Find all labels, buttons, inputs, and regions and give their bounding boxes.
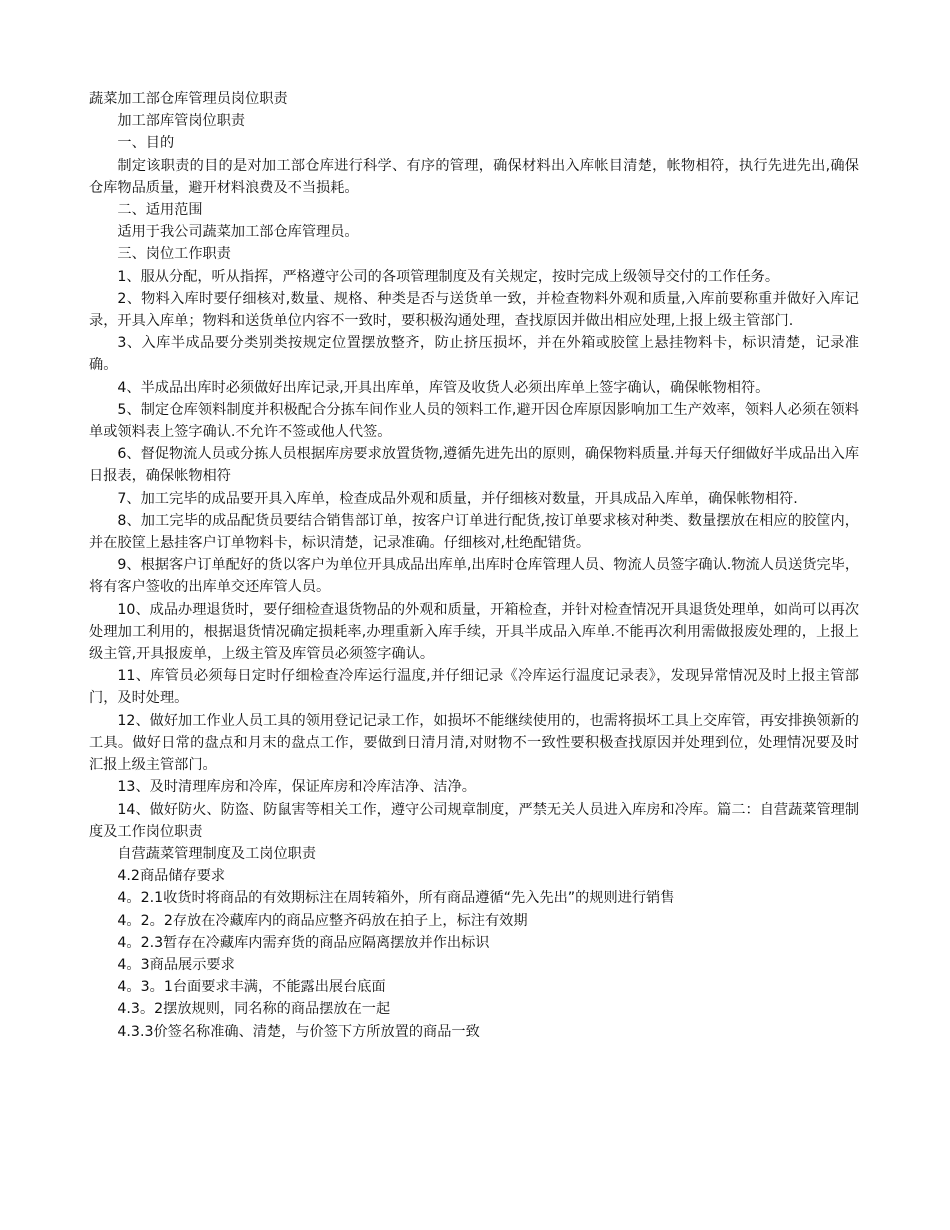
- rule-item: 4。2。2存放在冷藏库内的商品应整齐码放在拍子上，标注有效期: [117, 912, 528, 929]
- duty-item: 13、及时清理库房和冷库，保证库房和冷库洁净、洁净。: [117, 779, 476, 796]
- duty-item: 3、入库半成品要分类别类按规定位置摆放整齐，防止挤压损坏，并在外箱或胶筐上悬挂物料卡，标识清楚，记录准确。: [89, 335, 859, 374]
- duty-item: 10、成品办理退货时，要仔细检查退货物品的外观和质量，开箱检查，并针对检查情况开具退货处理单，如尚可以再次处理加工利用的，根据退货情况确定损耗率,办理重新入库手续，开具半成品入库单.不能再次利用需做报废处理的，上报上级主管,开具报废单，上级主管及库管员必须签字确认。: [89, 601, 860, 663]
- document-title: 蔬菜加工部仓库管理员岗位职责: [89, 91, 288, 107]
- section-heading: 加工部库管岗位职责: [117, 113, 246, 130]
- section-heading: 4.2商品储存要求: [117, 868, 226, 885]
- rule-item: 4。3。1台面要求丰满，不能露出展台底面: [117, 979, 386, 996]
- duty-item: 11、库管员必须每日定时仔细检查冷库运行温度,并仔细记录《冷库运行温度记录表》，发现异常情况及时上报主管部门，及时处理。: [89, 668, 859, 707]
- duty-item: 7、加工完毕的成品要开具入库单，检查成品外观和质量，并仔细核对数量，开具成品入库单，确保帐物相符.: [117, 490, 798, 507]
- duty-item: 9、根据客户订单配好的货以客户为单位开具成品出库单,出库时仓库管理人员、物流人员签字确认.物流人员送货完毕，将有客户签收的出库单交还库管人员。: [89, 557, 860, 596]
- rule-item: 4。2.1收货时将商品的有效期标注在周转箱外，所有商品遵循“先入先出”的规则进行销售: [117, 890, 675, 907]
- duty-item: 1、服从分配，听从指挥，严格遵守公司的各项管理制度及有关规定，按时完成上级领导交付的工作任务。: [117, 268, 780, 285]
- section-heading: 自营蔬菜管理制度及工岗位职责: [117, 845, 317, 862]
- paragraph: 制定该职责的目的是对加工部仓库进行科学、有序的管理，确保材料出入库帐目清楚，帐物相符，执行先进先出,确保仓库物品质量，避开材料浪费及不当损耗。: [89, 157, 859, 196]
- duty-item: 12、做好加工作业人员工具的领用登记记录工作，如损坏不能继续使用的，也需将损坏工具上交库管，再安排换领新的工具。做好日常的盘点和月末的盘点工作，要做到日清月清,对财物不一致性要积极查找原因并处理到位，处理情况要及时汇报上级主管部门。: [89, 712, 860, 774]
- duty-item: 2、物料入库时要仔细核对,数量、规格、种类是否与送货单一致，并检查物料外观和质量,入库前要称重并做好入库记录，开具入库单；物料和送货单位内容不一致时，要积极沟通处理，查找原因并做出相应处理,上报上级主管部门.: [89, 290, 859, 330]
- section-heading: 4。3商品展示要求: [117, 956, 235, 973]
- document-page: [89, 88, 859, 1043]
- section-heading: 三、岗位工作职责: [117, 246, 231, 263]
- duty-item: 6、督促物流人员或分拣人员根据库房要求放置货物,遵循先进先出的原则，确保物料质量.并每天仔细做好半成品出入库日报表，确保帐物相符: [89, 446, 860, 485]
- duty-item: 5、制定仓库领料制度并积极配合分拣车间作业人员的领料工作,避开因仓库原因影响加工生产效率，领料人必须在领料单或领料表上签字确认.不允许不签或他人代签。: [89, 401, 859, 441]
- paragraph: 适用于我公司蔬菜加工部仓库管理员。: [117, 224, 359, 241]
- rule-item: 4.3。2摆放规则，同名称的商品摆放在一起: [117, 1001, 391, 1018]
- duty-item: 8、加工完毕的成品配货员要结合销售部订单，按客户订单进行配货,按订单要求核对种类、数量摆放在相应的胶筐内，并在胶筐上悬挂客户订单物料卡，标识清楚，记录准确。仔细核对,杜绝配错货。: [89, 512, 859, 552]
- rule-item: 4。2.3暂存在冷藏库内需弃货的商品应隔离摆放并作出标识: [117, 934, 490, 951]
- duty-item: 4、半成品出库时必须做好出库记录,开具出库单，库管及收货人必须出库单上签字确认，确保帐物相符。: [117, 379, 770, 396]
- rule-item: 4.3.3价签名称准确、清楚，与价签下方所放置的商品一致: [117, 1023, 480, 1040]
- duty-item: 14、做好防火、防盗、防鼠害等相关工作，遵守公司规章制度，严禁无关人员进入库房和冷库。篇二：自营蔬菜管理制度及工作岗位职责: [89, 801, 860, 840]
- section-heading: 一、目的: [117, 135, 175, 152]
- section-heading: 二、适用范围: [117, 202, 203, 219]
